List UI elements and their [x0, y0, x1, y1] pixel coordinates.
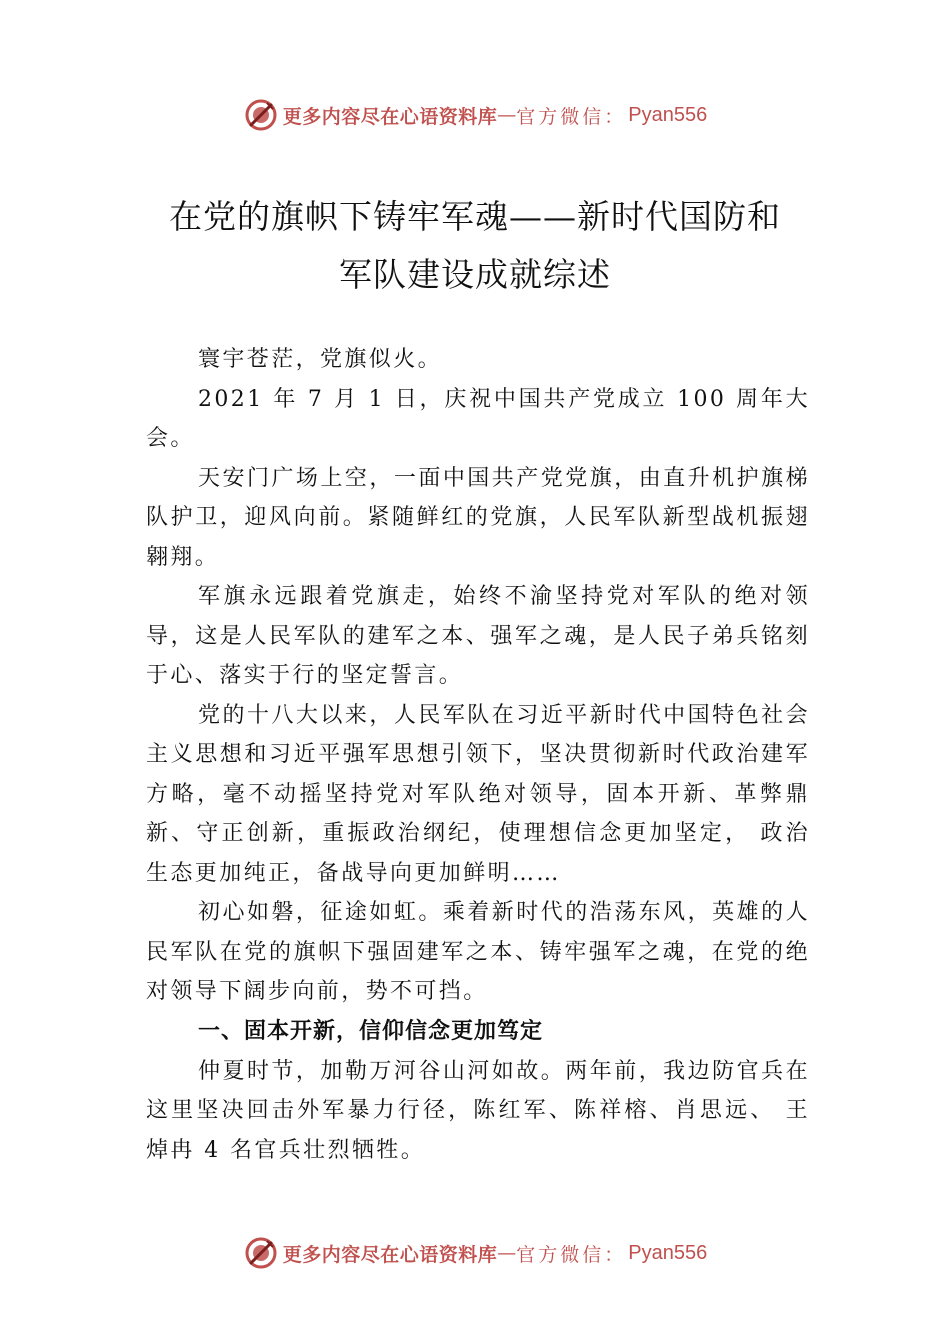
title-line-1: 在党的旗帜下铸牢军魂——新时代国防和 [169, 197, 781, 236]
banner-separator: — [497, 1242, 517, 1264]
paragraph: 初心如磐，征途如虹。乘着新时代的浩荡东风，英雄的人民军队在党的旗帜下强固建军之本、铸牢强军之魂，在党的绝对领导下阔步向前，势不可挡。 [146, 900, 810, 1004]
section-heading: 一、固本开新，信仰信念更加笃定 [198, 1018, 544, 1044]
banner-wechat-id: Pyan556 [628, 103, 708, 126]
logo-icon [243, 97, 279, 133]
banner-text: 更多内容尽在心语资料库 [282, 105, 498, 128]
header-banner [0, 95, 950, 135]
paragraph: 天安门广场上空，一面中国共产党党旗，由直升机护旗梯队护卫，迎风向前。紧随鲜红的党旗，人民军队新型战机振翅翱翔。 [146, 465, 810, 570]
banner-text: 更多内容尽在心语资料库 [282, 1243, 498, 1266]
banner-separator: — [497, 104, 517, 126]
document-title [140, 188, 810, 304]
paragraph: 寰宇苍茫，党旗似火。 [198, 347, 443, 372]
banner-wechat-label: 官方微信： [516, 1243, 627, 1266]
footer-banner [0, 1233, 950, 1273]
paragraph: 党的十八大以来，人民军队在习近平新时代中国特色社会主义思想和习近平强军思想引领下，坚决贯彻新时代政治建军方略，毫不动摇坚持党对军队绝对领导，固本开新、革弊鼎新、守正创新，重振政治纲纪，使理想信念更加坚定， 政治生态更加纯正，备战导向更加鲜明…… [146, 702, 810, 886]
paragraph: 2021 年 7 月 1 日，庆祝中国共产党成立 100 周年大会。 [146, 386, 810, 451]
document-body [146, 340, 810, 1170]
banner-wechat-id: Pyan556 [628, 1241, 708, 1264]
paragraph: 仲夏时节，加勒万河谷山河如故。两年前，我边防官兵在这里坚决回击外军暴力行径，陈红军、陈祥榕、肖思远、 王焯冉 4 名官兵壮烈牺牲。 [146, 1058, 810, 1163]
paragraph: 军旗永远跟着党旗走，始终不渝坚持党对军队的绝对领导，这是人民军队的建军之本、强军之魂，是人民子弟兵铭刻于心、落实于行的坚定誓言。 [146, 584, 810, 688]
title-line-2: 军队建设成就综述 [339, 255, 611, 294]
banner-wechat-label: 官方微信： [516, 105, 627, 128]
logo-icon [243, 1235, 279, 1271]
